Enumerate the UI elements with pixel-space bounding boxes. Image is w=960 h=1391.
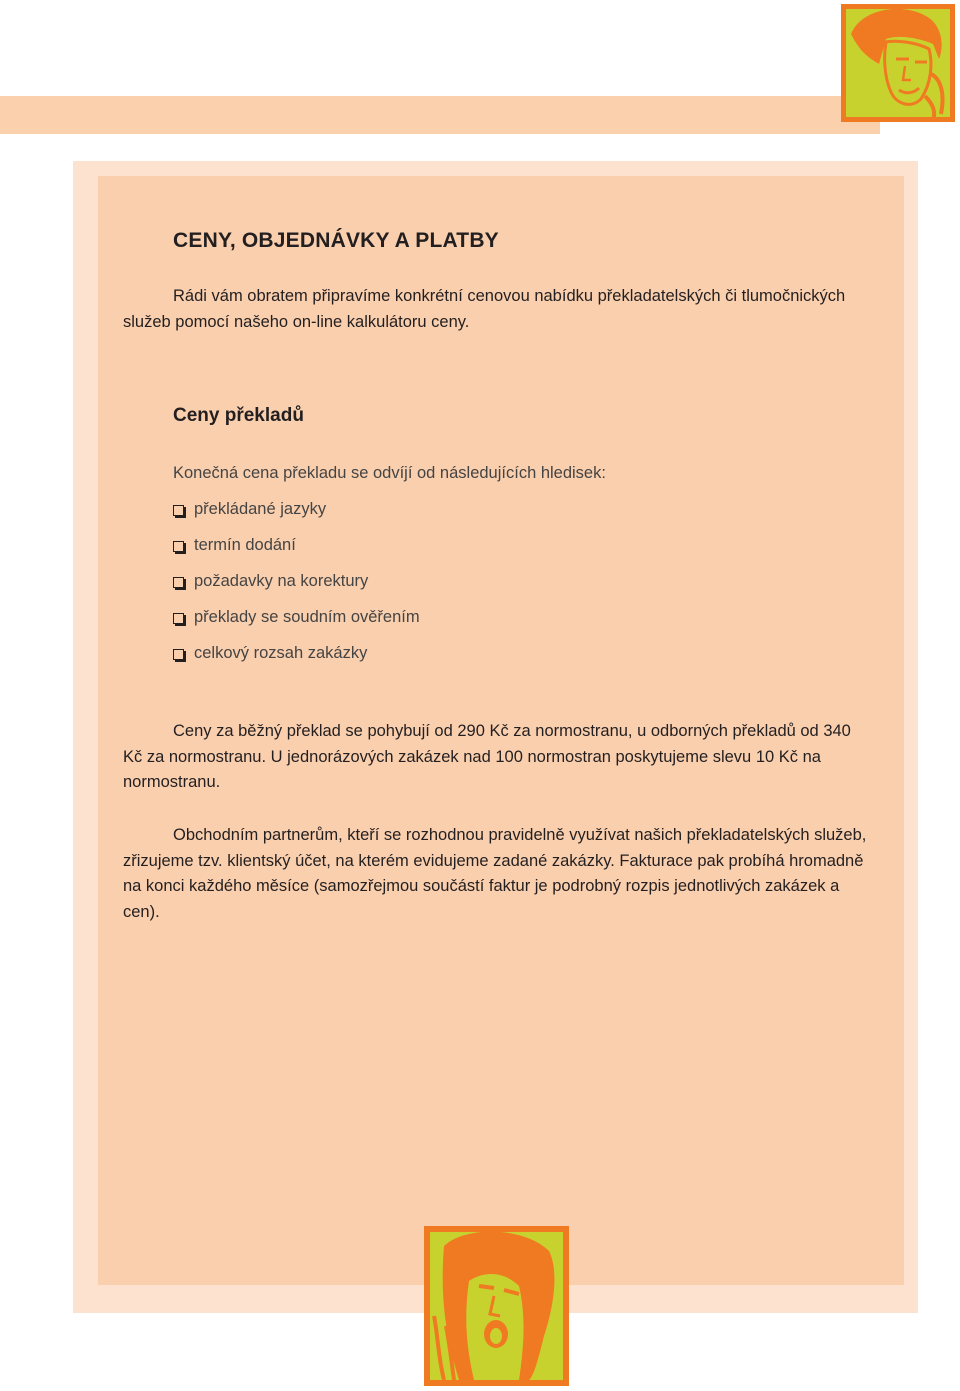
list-item: termín dodání [173, 536, 420, 572]
prices-paragraph: Ceny za běžný překlad se pohybují od 290 Kč za normostranu, u odborných překladů od 340 Kč za normostranu. U jednorázových zakázek nad 100 normostran poskytujeme slevu 10 Kč na normostranu. [123, 722, 851, 791]
checkbox-bullet-icon [173, 505, 184, 516]
list-item: celkový rozsah zakázky [173, 644, 420, 680]
section-lead: Konečná cena překladu se odvíjí od následujících hledisek: [173, 464, 606, 482]
man-portrait-icon [841, 4, 955, 122]
criteria-list [173, 500, 420, 680]
page-title: CENY, OBJEDNÁVKY A PLATBY [173, 229, 499, 252]
section-title: Ceny překladů [173, 405, 304, 426]
woman-shouting-icon [424, 1226, 569, 1386]
intro-paragraph: Rádi vám obratem připravíme konkrétní cenovou nabídku překladatelských či tlumočnických služeb pomocí našeho on-line kalkulátoru ceny. [123, 287, 846, 331]
checkbox-bullet-icon [173, 541, 184, 552]
man-portrait-illustration [841, 4, 955, 122]
list-item: překlady se soudním ověřením [173, 608, 420, 644]
list-item: požadavky na korektury [173, 572, 420, 608]
list-item: překládané jazyky [173, 500, 420, 536]
checkbox-bullet-icon [173, 577, 184, 588]
woman-shouting-illustration [424, 1226, 569, 1386]
top-decorative-band [0, 96, 880, 134]
checkbox-bullet-icon [173, 649, 184, 660]
partners-paragraph: Obchodním partnerům, kteří se rozhodnou pravidelně využívat našich překladatelských služeb, zřizujeme tzv. klientský účet, na kterém evidujeme zadané zakázky. Fakturace pak probíhá hromadně na konci každého měsíce (samozřejmou součástí faktur je podrobný rozpis jednotlivých zakázek a cen). [123, 826, 867, 921]
checkbox-bullet-icon [173, 613, 184, 624]
